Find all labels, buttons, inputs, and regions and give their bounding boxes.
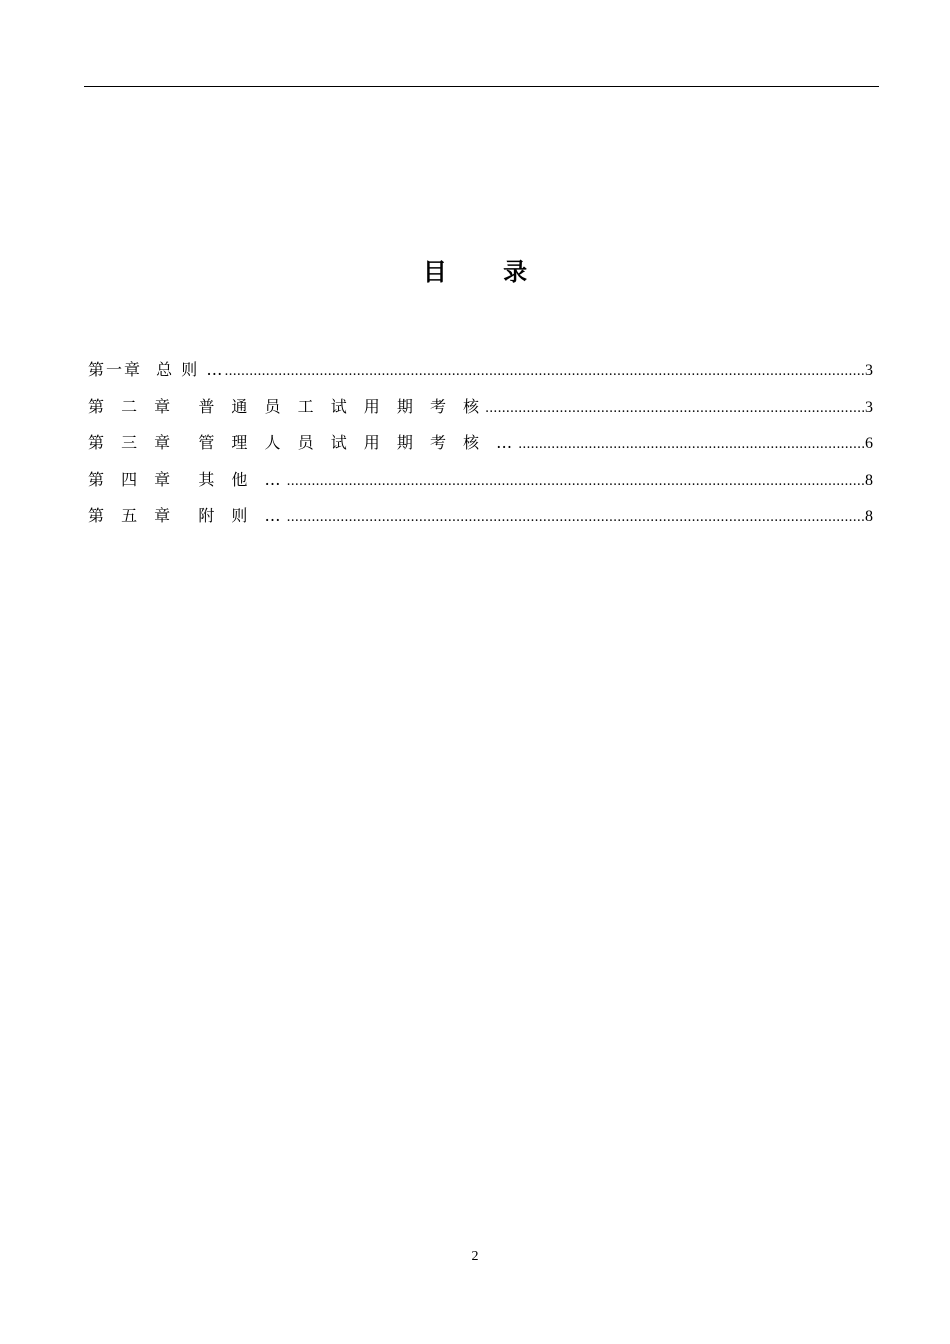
- toc-dot-leader: [518, 432, 864, 458]
- toc-entry-chapter-1[interactable]: [88, 357, 873, 394]
- toc-entry-chapter-2[interactable]: [88, 394, 873, 431]
- toc-entry-label: 第一章 总 则 …: [88, 360, 225, 379]
- toc-dot-leader: [287, 505, 864, 531]
- toc-entry-chapter-3[interactable]: [88, 430, 873, 467]
- toc-entry-label: 第 二 章 普 通 员 工 试 用 期 考 核: [88, 396, 486, 416]
- header-rule: [84, 86, 879, 87]
- toc-dot-leader: [485, 396, 864, 422]
- toc-entry-page: 8: [865, 508, 873, 526]
- toc-entry-label: 第 四 章 其 他 …: [88, 469, 287, 489]
- toc-entry-page: 6: [865, 435, 873, 453]
- toc-entry-chapter-5[interactable]: [88, 503, 873, 540]
- toc-dot-leader: [224, 359, 864, 385]
- toc-entry-page: 3: [865, 362, 873, 379]
- toc-entry-page: 3: [865, 398, 873, 416]
- toc-list: [88, 357, 873, 540]
- toc-entry-label: 第 五 章 附 则 …: [88, 506, 287, 526]
- toc-dot-leader: [287, 469, 864, 495]
- page-number: 2: [471, 1249, 479, 1264]
- toc-entry-page: 8: [865, 471, 873, 489]
- toc-entry-chapter-4[interactable]: [88, 467, 873, 504]
- toc-entry-label: 第 三 章 管 理 人 员 试 用 期 考 核 …: [88, 433, 519, 453]
- toc-title: 目 录: [422, 258, 552, 286]
